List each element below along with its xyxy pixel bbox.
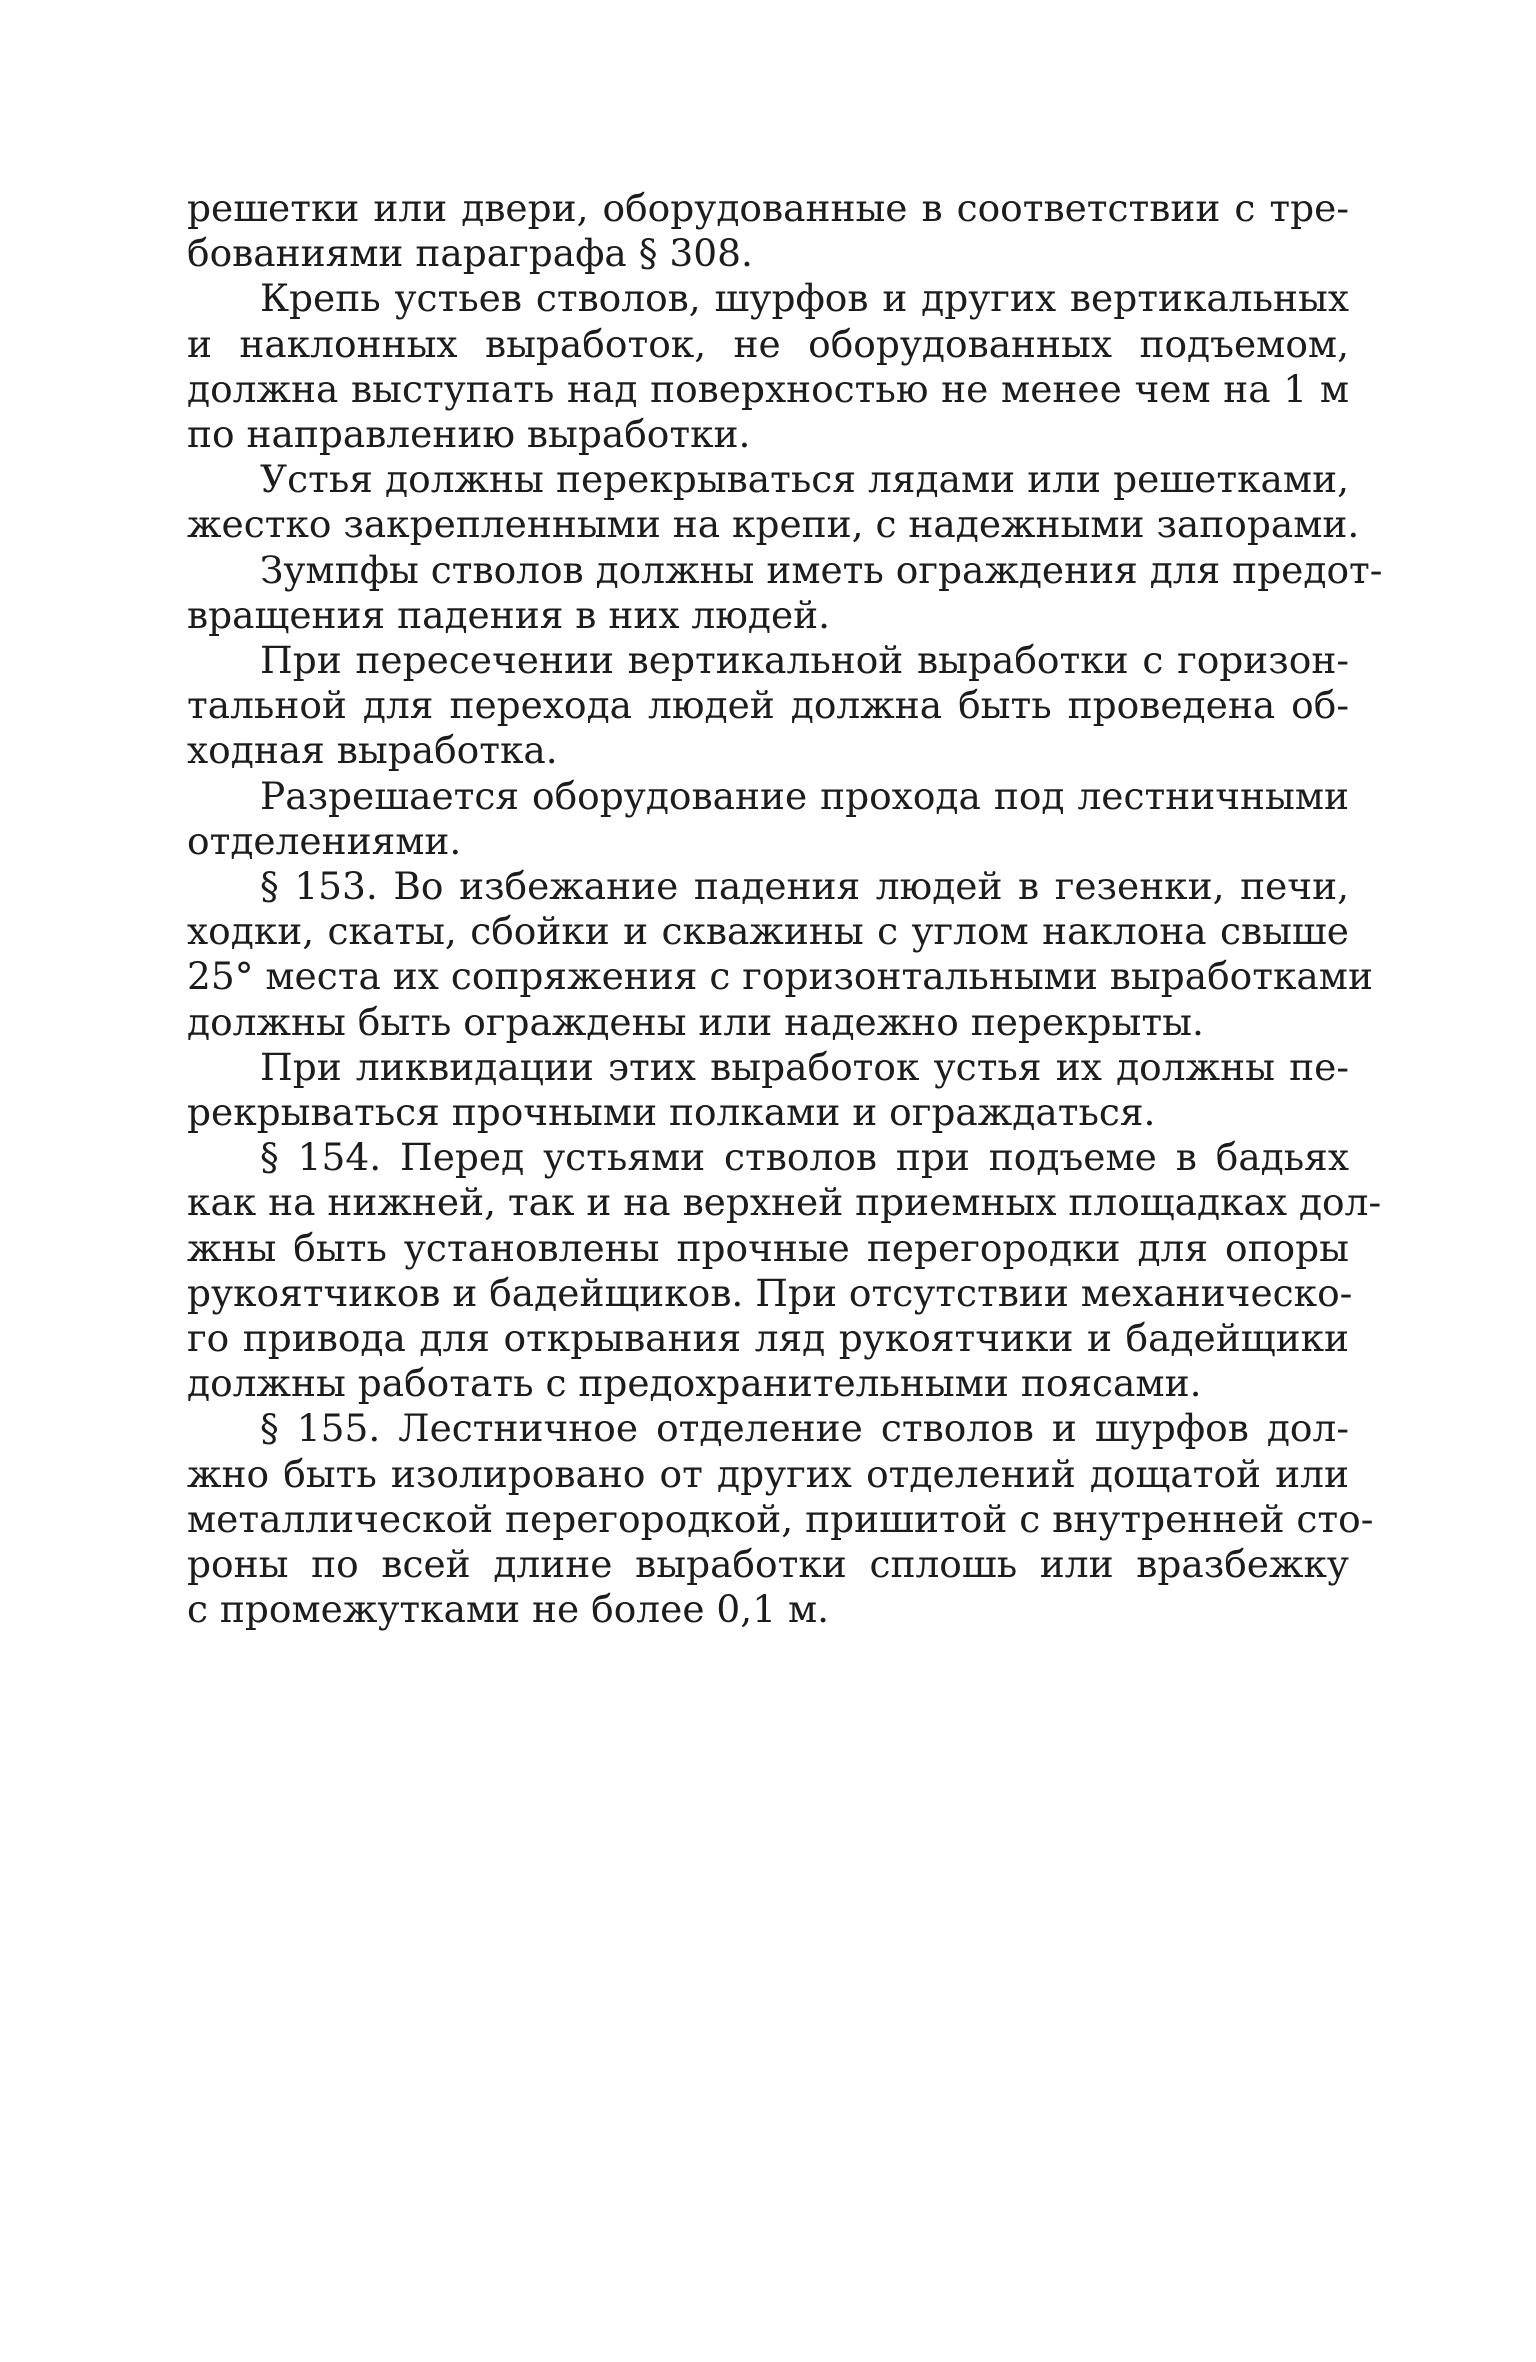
text-line: § 154. Перед устьями стволов при подъеме в бадьях xyxy=(260,1135,1349,1180)
text-line: бованиями параграфа § 308. xyxy=(187,231,753,276)
paragraph-crossing xyxy=(187,638,1349,774)
text-line: металлической перегородкой, пришитой с внутренней сто- xyxy=(187,1496,1374,1541)
text-line: Разрешается оборудование прохода под лестничными xyxy=(260,773,1349,818)
text-line: При пересечении вертикальной выработки с горизон- xyxy=(260,638,1349,683)
text-line: по направлению выработки. xyxy=(187,412,751,457)
text-line: жны быть установлены прочные перегородки для опоры xyxy=(187,1225,1349,1270)
text-line: как на нижней, так и на верхней приемных площадках дол- xyxy=(187,1180,1382,1225)
text-line: тальной для перехода людей должна быть проведена об- xyxy=(187,683,1349,728)
text-line: При ликвидации этих выработок устья их должны пе- xyxy=(260,1044,1349,1089)
paragraph-shaft-collar-lining xyxy=(187,276,1349,457)
text-line: го привода для открывания ляд рукоятчики и бадейщики xyxy=(187,1316,1349,1361)
section-154 xyxy=(187,1135,1382,1406)
text-line: и наклонных выработок, не оборудованных подъемом, xyxy=(187,321,1349,366)
paragraph-continuation xyxy=(187,186,1349,276)
paragraph-collar-covers xyxy=(187,457,1360,547)
text-line: Зумпфы стволов должны иметь ограждения для предот- xyxy=(260,547,1383,592)
text-line: 25° места их сопряжения с горизонтальными выработками xyxy=(187,954,1373,999)
text-line: жестко закрепленными на крепи, с надежными запорами. xyxy=(187,502,1360,547)
text-line: жно быть изолировано от других отделений дощатой или xyxy=(187,1451,1349,1496)
text-line: отделениями. xyxy=(187,818,462,863)
paragraph-sumps xyxy=(187,547,1383,638)
document-page xyxy=(187,186,1383,1633)
paragraph-passage-permission xyxy=(187,774,1349,864)
text-line: рекрываться прочными полками и ограждаться. xyxy=(187,1090,1156,1135)
text-line: решетки или двери, оборудованные в соответствии с тре- xyxy=(187,186,1349,230)
text-line: § 153. Во избежание падения людей в гезенки, печи, xyxy=(260,864,1349,909)
text-line: § 155. Лестничное отделение стволов и шурфов дол- xyxy=(260,1406,1349,1451)
text-line: рукоятчиков и бадейщиков. При отсутствии механическо- xyxy=(187,1270,1353,1315)
section-155 xyxy=(187,1406,1374,1632)
paragraph-liquidation xyxy=(187,1045,1349,1135)
text-line: ходки, скаты, сбойки и скважины с углом наклона свыше xyxy=(187,909,1349,954)
section-153 xyxy=(187,864,1373,1045)
text-line: вращения падения в них людей. xyxy=(187,592,831,637)
text-line: с промежутками не более 0,1 м. xyxy=(187,1587,830,1632)
text-line: должны быть ограждены или надежно перекрыты. xyxy=(187,999,1204,1044)
text-line: Крепь устьев стволов, шурфов и других вертикальных xyxy=(260,276,1349,321)
text-line: Устья должны перекрываться лядами или решетками, xyxy=(260,457,1349,502)
text-line: должна выступать над поверхностью не менее чем на 1 м xyxy=(187,366,1349,411)
text-line: роны по всей длине выработки сплошь или вразбежку xyxy=(187,1542,1349,1587)
text-line: ходная выработка. xyxy=(187,728,558,773)
text-line: должны работать с предохранительными поясами. xyxy=(187,1361,1202,1406)
